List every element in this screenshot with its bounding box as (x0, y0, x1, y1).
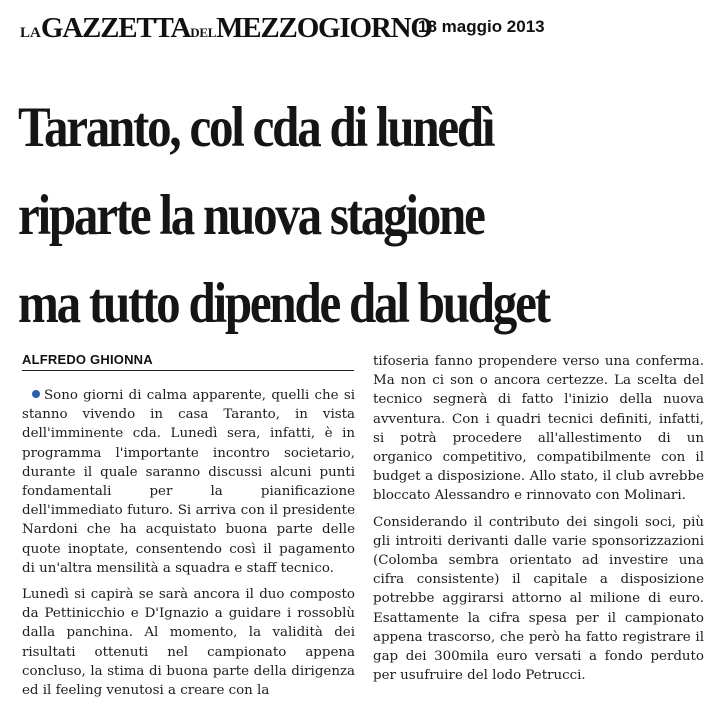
author-byline: ALFREDO GHIONNA (22, 352, 354, 371)
headline-line-2: riparte la nuova stagione (18, 184, 484, 247)
article-column-1 (22, 386, 355, 707)
masthead-mezzogiorno: MEZZOGIORNO (216, 12, 432, 44)
issue-date: 18 maggio 2013 (418, 17, 545, 36)
headline-line-3: ma tutto dipende dal budget (18, 272, 549, 335)
column2-paragraph-1: tifoseria fanno propendere verso una conferma. Ma non ci son o ancora certezze. La scelta del tecnico segnerà di fatto l'inizio della nuova avventura. Con i quadri tecnici definiti, infatti, si potrà procedere all'allestimento di un organico competitivo, compatibilmente con il budget a disposizione. Allo stato, il club avrebbe bloccato Alessandro e rinnovato con Molinari. (373, 354, 704, 504)
masthead-la: LA (20, 25, 41, 41)
headline-line-1: Taranto, col cda di lunedì (18, 96, 494, 159)
article-column-2 (373, 352, 704, 692)
column1-paragraph-1-text: Sono giorni di calma apparente, quelli che si stanno vivendo in casa Taranto, in vista dell'imminente cda. Lunedì sera, infatti, è in programma l'importante incontro societario, durante il quale saranno discussi alcuni punti fondamentali per la pianificazione dell'immediato futuro. Si arriva con il presidente Nardoni che ha acquistato buona parte delle quote inoptate, consentendo così il pagamento di un'altra mensilità a squadra e staff tecnico. (22, 388, 355, 576)
masthead-gazzetta: GAZZETTA (40, 12, 191, 44)
column2-paragraph-2: Considerando il contributo dei singoli soci, più gli introiti derivanti dalle varie sponsorizzazioni (Colomba sembra orientato ad investire una cifra consistente) il capitale a disposizione potrebbe aggirarsi attorno al milione di euro. Esattamente la cifra spesa per il campionato appena trascorso, che però ha fatto registrare il gap dei 300mila euro versati a fondo perduto per usufruire del lodo Petrucci. (373, 514, 704, 684)
masthead-del: DEL (190, 25, 217, 40)
column1-paragraph-1 (22, 386, 355, 578)
newspaper-masthead (20, 12, 432, 48)
column1-paragraph-2: Lunedì si capirà se sarà ancora il duo composto da Pettinicchio e D'Ignazio a guidare i rossoblù dalla panchina. Al momento, la validità dei risultati ottenuti nel campionato appena concluso, la stima di buona parte della dirigenza ed il feeling venutosi a creare con la (22, 587, 355, 699)
article-headline (18, 84, 706, 348)
bullet-dot-icon (32, 390, 40, 398)
